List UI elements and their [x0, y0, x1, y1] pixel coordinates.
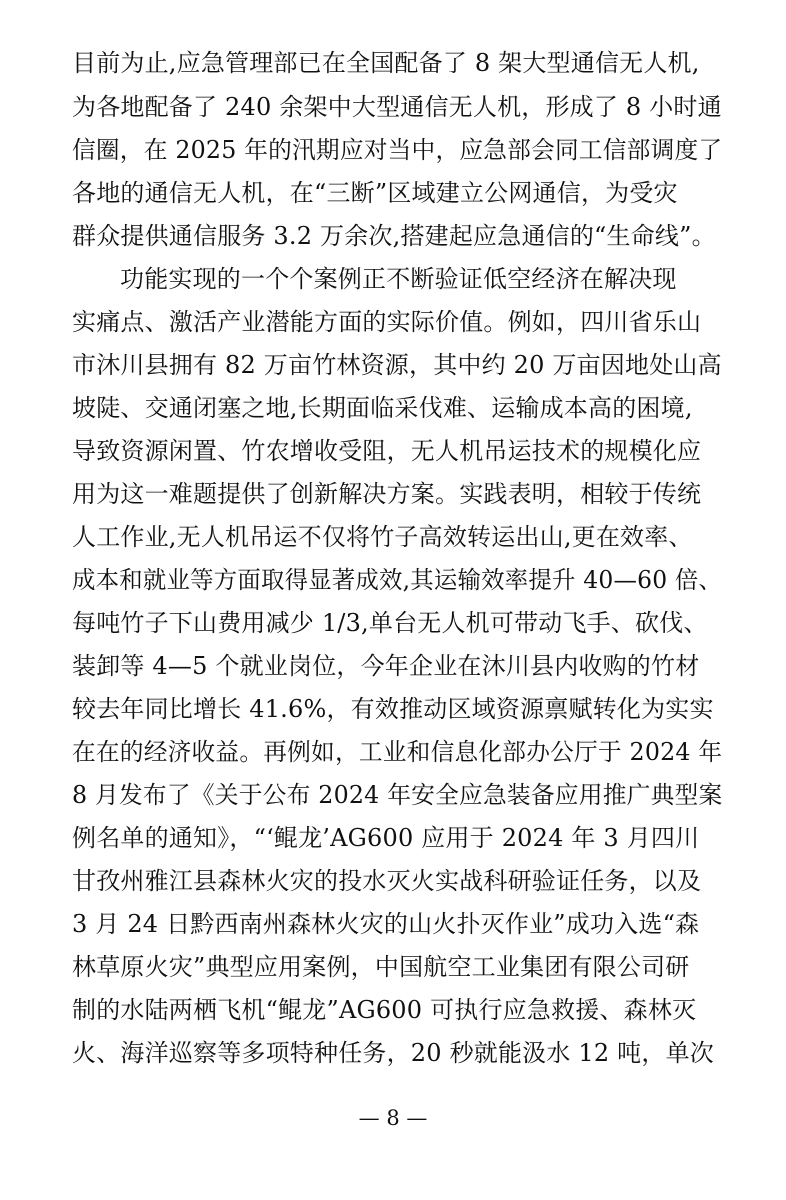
text-line: 例名单的通知》，“‘鲲龙’AG600 应用于 2024 年 3 月四川 — [72, 824, 700, 852]
text-line: 人工作业,无人机吊运不仅将竹子高效转运出山,更在效率、 — [72, 523, 693, 551]
text-line: 为各地配备了 240 余架中大型通信无人机，形成了 8 小时通 — [72, 93, 722, 121]
text-line: 市沐川县拥有 82 万亩竹林资源，其中约 20 万亩因地处山高 — [72, 351, 722, 379]
text-line: 甘孜州雅江县森林火灾的投水灭火实战科研验证任务，以及 — [72, 867, 702, 895]
text-line: 坡陡、交通闭塞之地,长期面临采伐难、运输成本高的困境, — [72, 394, 693, 422]
text-line: 用为这一难题提供了创新解决方案。实践表明，相较于传统 — [72, 480, 702, 508]
text-line: 目前为止,应急管理部已在全国配备了 8 架大型通信无人机, — [72, 49, 700, 77]
text-line: 各地的通信无人机，在“三断”区域建立公网通信，为受灾 — [72, 179, 678, 207]
text-line: 群众提供通信服务 3.2 万余次,搭建起应急通信的“生命线”。 — [72, 222, 716, 250]
text-line: 成本和就业等方面取得显著成效,其运输效率提升 40—60 倍、 — [72, 566, 723, 594]
text-line: 导致资源闲置、竹农增收受阻，无人机吊运技术的规模化应 — [72, 437, 702, 465]
text-line: 较去年同比增长 41.6%，有效推动区域资源禀赋转化为实实 — [72, 695, 714, 723]
text-line: 制的水陆两栖飞机“鲲龙”AG600 可执行应急救援、森林灭 — [72, 996, 697, 1024]
text-line: 3 月 24 日黔西南州森林火灾的山火扑灭作业”成功入选“森 — [72, 910, 700, 938]
text-line: 在在的经济收益。再例如，工业和信息化部办公厅于 2024 年 — [72, 738, 723, 766]
text-line: 林草原火灾”典型应用案例，中国航空工业集团有限公司研 — [72, 953, 690, 981]
text-line: 实痛点、激活产业潜能方面的实际价值。例如，四川省乐山 — [72, 308, 702, 336]
page-number: — 8 — — [358, 1106, 428, 1130]
text-line: 信圈，在 2025 年的汛期应对当中，应急部会同工信部调度了 — [72, 136, 723, 164]
text-line: 火、海洋巡察等多项特种任务，20 秒就能汲水 12 吨，单次 — [72, 1039, 714, 1067]
text-line: 8 月发布了《关于公布 2024 年安全应急装备应用推广典型案 — [72, 781, 723, 809]
paragraph-first-line: 功能实现的一个个案例正不断验证低空经济在解决现 — [120, 265, 677, 293]
text-line: 每吨竹子下山费用减少 1/3,单台无人机可带动飞手、砍伐、 — [72, 609, 708, 637]
text-line: 装卸等 4—5 个就业岗位，今年企业在沐川县内收购的竹材 — [72, 652, 700, 680]
